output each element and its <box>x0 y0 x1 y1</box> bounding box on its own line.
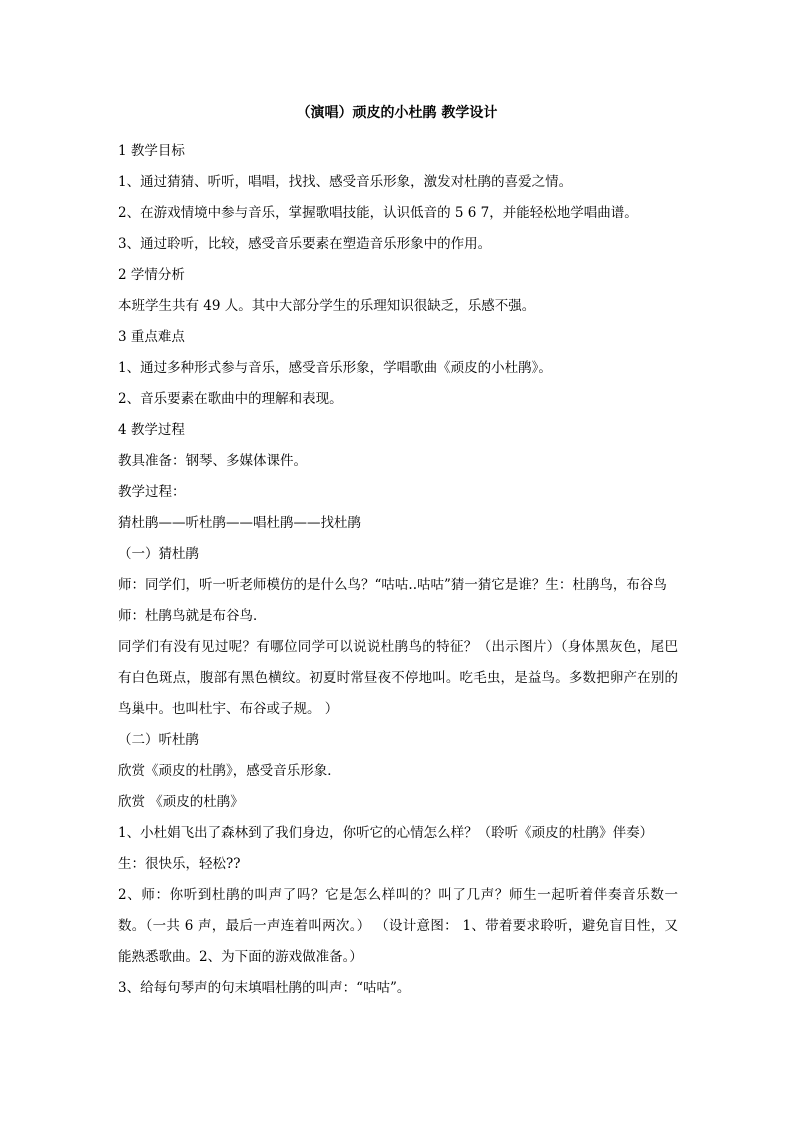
paragraph: 1、小杜娟飞出了森林到了我们身边，你听它的心情怎么样？（聆听《顽皮的杜鹃》伴奏） <box>118 825 654 841</box>
document-title: （演唱）顽皮的小杜鹃 教学设计 <box>296 105 498 121</box>
paragraph: 1、通过多种形式参与音乐，感受音乐形象，学唱歌曲《顽皮的小杜鹃》。 <box>118 360 552 376</box>
paragraph: 师：同学们，听一听老师模仿的是什么鸟？“咕咕..咕咕”猜一猜它是谁？生：杜鹃鸟，布谷鸟 <box>118 577 667 593</box>
section-heading-analysis: 2 学情分析 <box>118 267 185 283</box>
paragraph: 2、师：你听到杜鹃的叫声了吗？它是怎么样叫的？叫了几声？师生一起听着伴奏音乐数一数。（一共 6 声，最后一声连着叫两次。） （设计意图： 1、带着要求聆听，避免盲目性，又能熟悉歌曲。2、为下面的游戏做准备。） <box>118 887 678 965</box>
section-heading-key-points: 3 重点难点 <box>118 329 185 345</box>
section-heading-objectives: 1 教学目标 <box>118 143 185 159</box>
paragraph: 师：杜鹃鸟就是布谷鸟． <box>118 608 267 624</box>
paragraph: 同学们有没有见过呢？有哪位同学可以说说杜鹃鸟的特征？（出示图片）（身体黑灰色，尾巴有白色斑点，腹部有黑色横纹。初夏时常昼夜不停地叫。吃毛虫，是益鸟。多数把卵产在别的鸟巢中。也叫杜宇、布谷或子规。 ） <box>118 639 678 717</box>
subsection-heading: （二）听杜鹃 <box>118 732 199 748</box>
section-heading-process: 4 教学过程 <box>118 422 185 438</box>
document-body <box>118 136 678 1004</box>
paragraph: 生：很快乐，轻松?? <box>118 856 241 872</box>
paragraph: 3、通过聆听，比较，感受音乐要素在塑造音乐形象中的作用。 <box>118 236 492 252</box>
paragraph: 2、在游戏情境中参与音乐，掌握歌唱技能，认识低音的 5 6 7，并能轻松地学唱曲谱。 <box>118 205 638 221</box>
paragraph: 2、音乐要素在歌曲中的理解和表现。 <box>118 391 343 407</box>
paragraph: 欣赏 《顽皮的杜鹃》 <box>118 794 244 810</box>
paragraph: 教学过程： <box>118 484 186 500</box>
paragraph: 本班学生共有 49 人。其中大部分学生的乐理知识很缺乏，乐感不强。 <box>118 298 536 314</box>
paragraph: 猜杜鹃——听杜鹃——唱杜鹃——找杜鹃 <box>118 515 361 531</box>
paragraph: 3、给每句琴声的句末填唱杜鹃的叫声：“咕咕”。 <box>118 980 411 996</box>
subsection-heading: （一）猜杜鹃 <box>118 546 199 562</box>
paragraph: 教具准备：钢琴、多媒体课件。 <box>118 453 307 469</box>
paragraph: 1、通过猜猜、听听，唱唱，找找、感受音乐形象，激发对杜鹃的喜爱之情。 <box>118 174 573 190</box>
paragraph: 欣赏《顽皮的杜鹃》，感受音乐形象． <box>118 763 341 779</box>
